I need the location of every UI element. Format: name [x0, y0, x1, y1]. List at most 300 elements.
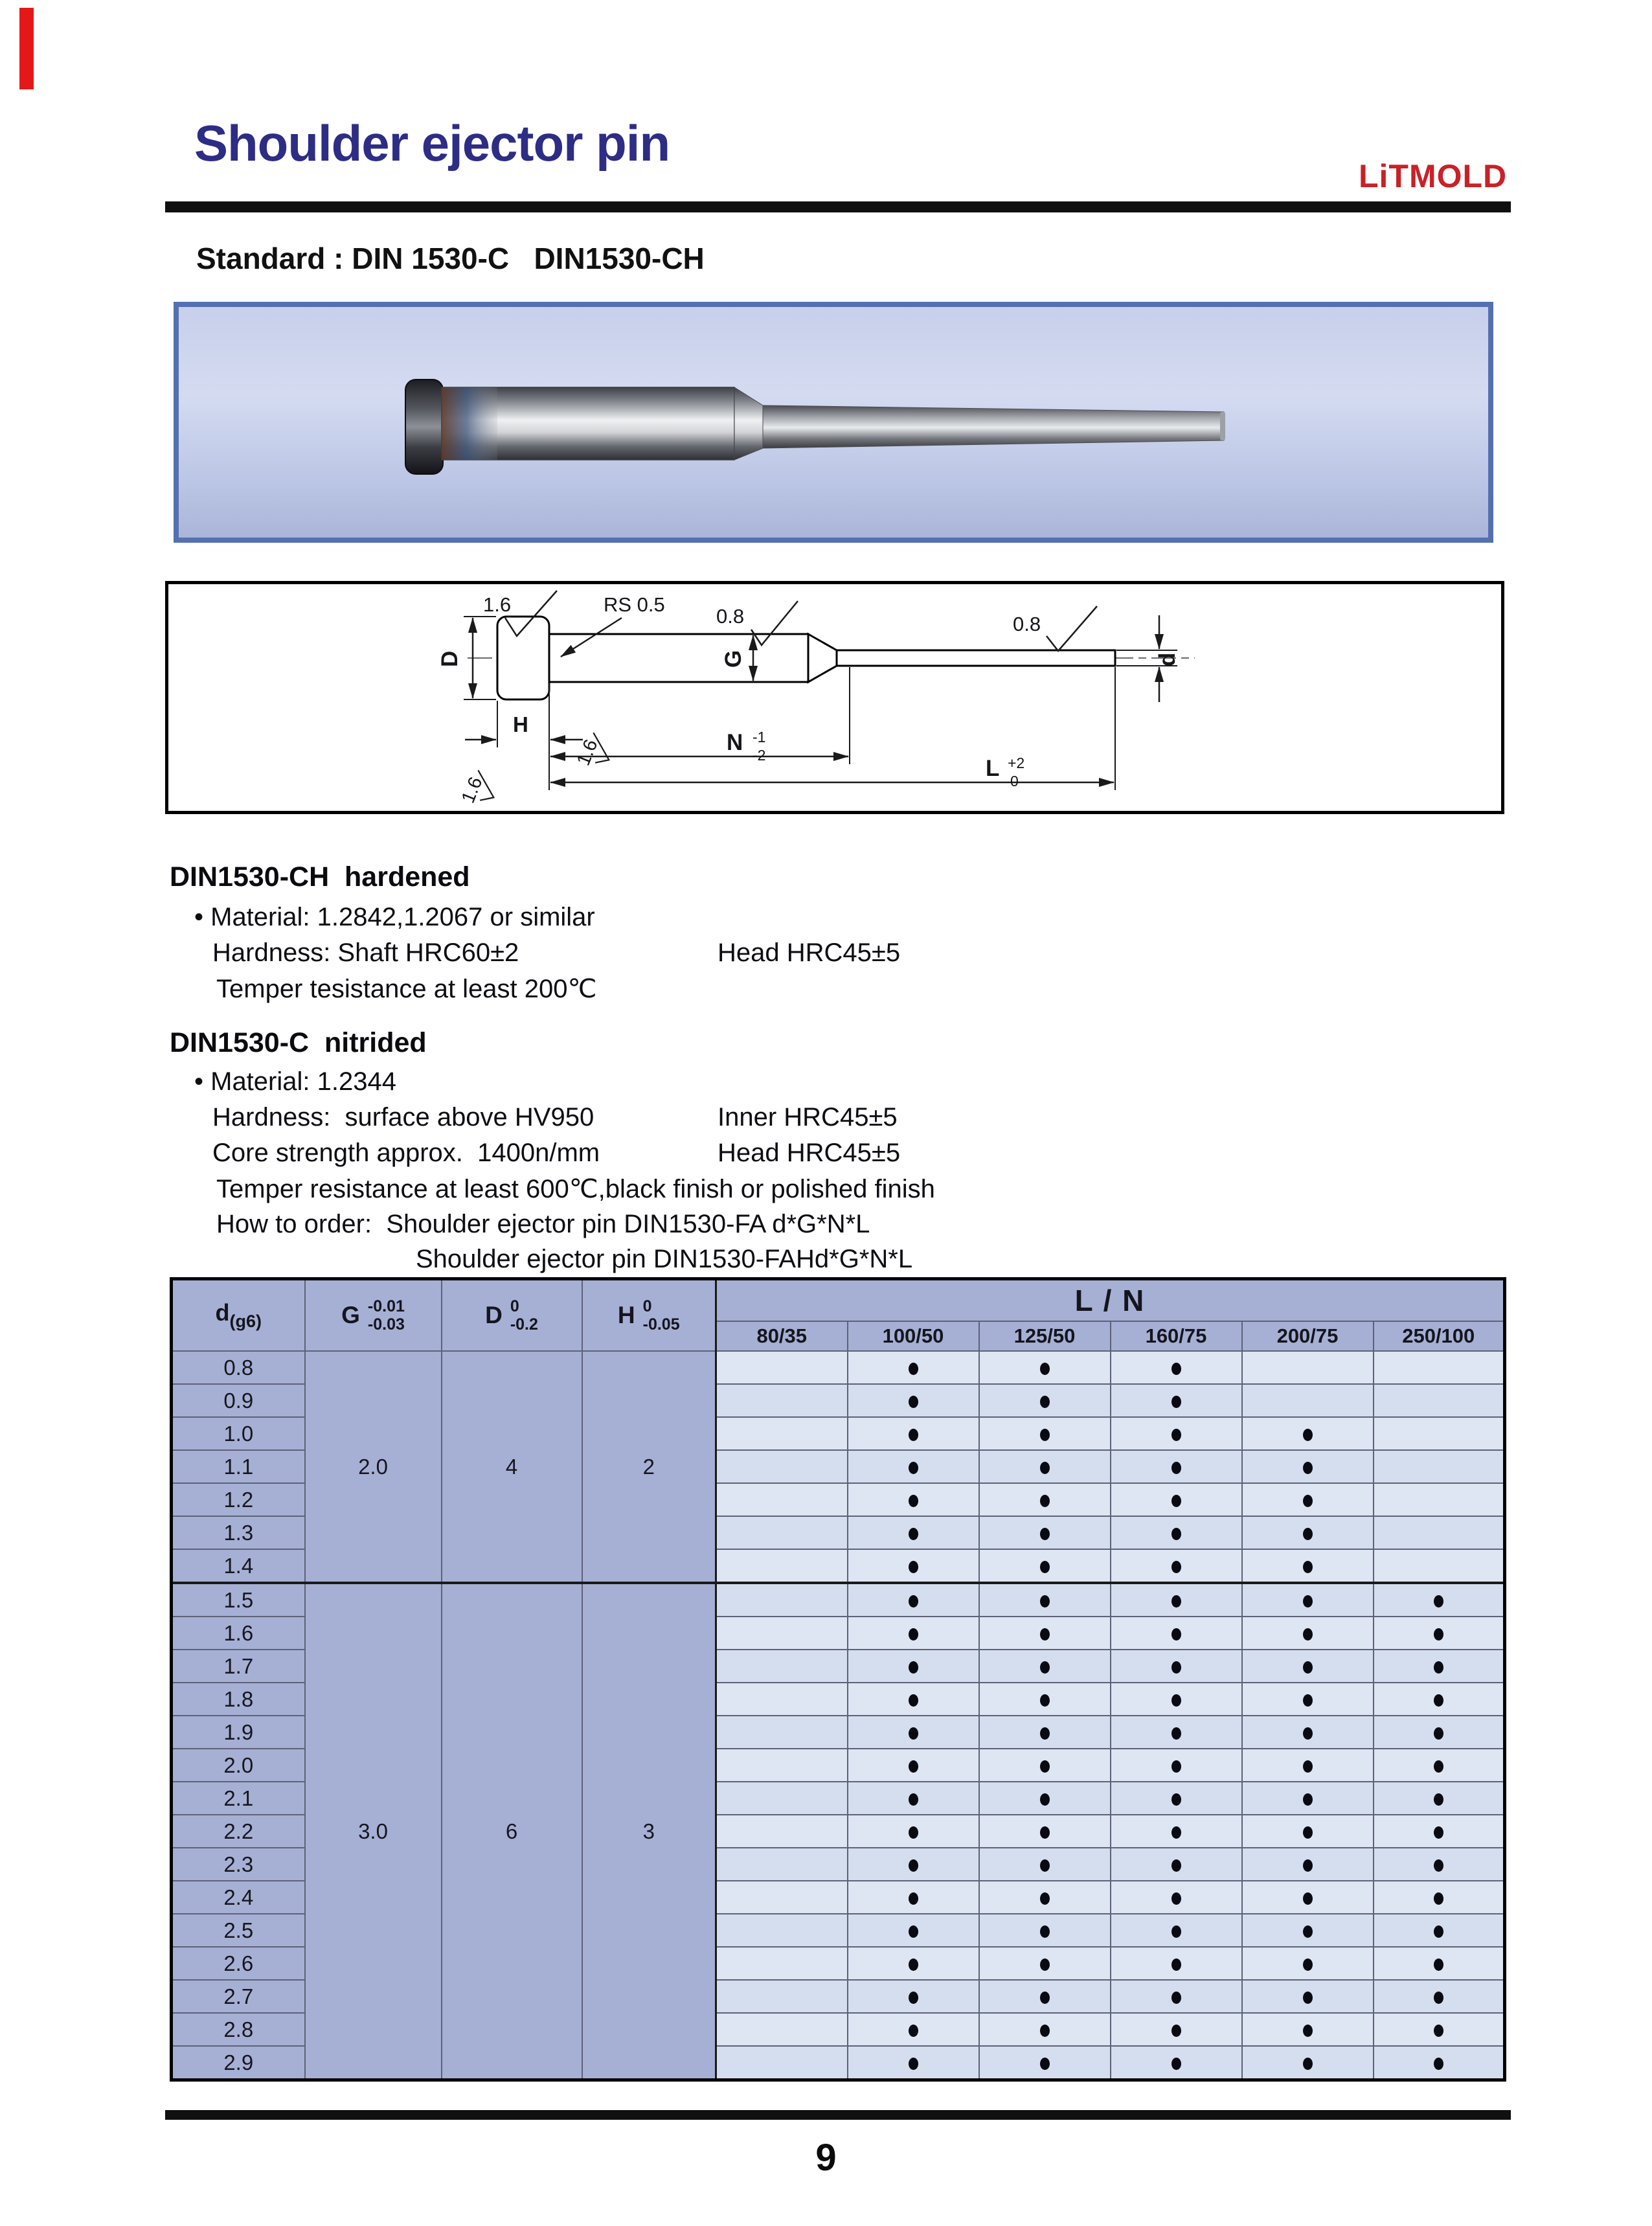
availability-cell [716, 1848, 848, 1881]
hardened-temper: Temper tesistance at least 200℃ [216, 975, 597, 1003]
nitrided-temper: Temper resistance at least 600℃,black finish or polished finish [216, 1175, 935, 1203]
d-value-cell: 1.8 [172, 1683, 305, 1716]
size-col-100-50: 100/50 [848, 1321, 979, 1351]
availability-dot [1040, 1959, 1050, 1971]
availability-cell [848, 1516, 979, 1549]
availability-dot [1171, 2025, 1181, 2037]
availability-dot [1171, 1793, 1181, 1806]
availability-cell [848, 1583, 979, 1617]
availability-cell [1242, 2013, 1374, 2046]
H-value-cell: 3 [582, 1583, 716, 2080]
availability-dot [909, 1694, 918, 1707]
availability-dot [909, 2025, 918, 2037]
availability-cell [1111, 1650, 1242, 1683]
availability-cell [1242, 1881, 1374, 1914]
availability-cell [1242, 1980, 1374, 2013]
availability-dot [909, 1727, 918, 1740]
availability-cell [1111, 1583, 1242, 1617]
availability-dot [1171, 1561, 1181, 1573]
d-value-cell: 1.9 [172, 1716, 305, 1749]
availability-dot [1171, 1992, 1181, 2004]
availability-cell [979, 1749, 1111, 1782]
section-heading-hardened: DIN1530-CH hardened [170, 861, 470, 892]
availability-cell [979, 1815, 1111, 1848]
availability-dot [1040, 1462, 1050, 1474]
availability-dot [909, 1561, 918, 1573]
availability-cell [1374, 1749, 1505, 1782]
finish-h-symbol [573, 729, 617, 773]
availability-cell [848, 1549, 979, 1583]
availability-dot [1303, 2058, 1313, 2070]
availability-cell [1374, 1516, 1505, 1549]
availability-cell [1242, 2046, 1374, 2080]
availability-dot [1434, 2025, 1443, 2037]
dim-H-label: H [513, 712, 528, 736]
availability-dot [909, 1495, 918, 1507]
availability-cell [979, 1617, 1111, 1650]
nitrided-hardness-inner: Inner HRC45±5 [718, 1103, 898, 1131]
availability-dot [1171, 1727, 1181, 1740]
availability-cell [1374, 1650, 1505, 1683]
availability-cell [1374, 1848, 1505, 1881]
H-value-cell: 2 [582, 1351, 716, 1583]
col-header-d: $d_{(g6)}$ [172, 1279, 305, 1352]
availability-dot [1171, 1925, 1181, 1938]
availability-dot [1171, 1628, 1181, 1641]
availability-cell [716, 1417, 848, 1450]
availability-dot [1303, 1429, 1313, 1441]
availability-dot [1303, 1628, 1313, 1641]
how-to-order-2: Shoulder ejector pin DIN1530-FAHd*G*N*L [416, 1245, 913, 1273]
availability-cell [979, 1683, 1111, 1716]
d-value-cell: 2.6 [172, 1947, 305, 1980]
d-value-cell: 2.4 [172, 1881, 305, 1914]
availability-cell [1242, 1384, 1374, 1417]
availability-dot [1434, 1793, 1443, 1806]
section-heading-nitrided: DIN1530-C nitrided [170, 1027, 427, 1058]
availability-dot [909, 1628, 918, 1641]
availability-cell [848, 1947, 979, 1980]
availability-cell [716, 1450, 848, 1483]
nitrided-hardness-surface: Hardness: surface above HV950 [212, 1103, 594, 1131]
availability-cell [1242, 1450, 1374, 1483]
availability-cell [716, 1947, 848, 1980]
availability-dot [1040, 1561, 1050, 1573]
availability-cell [1242, 1583, 1374, 1617]
availability-dot [1171, 1760, 1181, 1773]
availability-cell [1111, 1782, 1242, 1815]
availability-cell [1242, 1947, 1374, 1980]
availability-cell [1111, 1749, 1242, 1782]
d-value-cell: 1.3 [172, 1516, 305, 1549]
availability-cell [979, 1384, 1111, 1417]
availability-cell [979, 1980, 1111, 2013]
D-value-cell: 4 [442, 1351, 582, 1583]
availability-cell [848, 1384, 979, 1417]
availability-cell [848, 1417, 979, 1450]
availability-cell [1242, 1683, 1374, 1716]
availability-dot [909, 1992, 918, 2004]
availability-cell [1111, 1617, 1242, 1650]
availability-dot [1171, 1826, 1181, 1839]
d-value-cell: 0.8 [172, 1351, 305, 1384]
availability-dot [1434, 2058, 1443, 2070]
d-value-cell: 1.4 [172, 1549, 305, 1583]
availability-dot [1040, 2025, 1050, 2037]
availability-dot [909, 1363, 918, 1375]
hardened-material: • Material: 1.2842,1.2067 or similar [194, 903, 595, 931]
footer-rule [165, 2110, 1511, 2120]
availability-cell [1242, 1650, 1374, 1683]
availability-cell [1242, 1749, 1374, 1782]
availability-cell [848, 1881, 979, 1914]
availability-cell [979, 1549, 1111, 1583]
availability-dot [1171, 1495, 1181, 1507]
availability-dot [1434, 1925, 1443, 1938]
availability-cell [979, 1782, 1111, 1815]
availability-dot [909, 1396, 918, 1408]
availability-cell [1374, 1716, 1505, 1749]
dim-d-label: d [1155, 652, 1180, 666]
availability-cell [1111, 1947, 1242, 1980]
availability-dot [1303, 1595, 1313, 1607]
availability-cell [979, 1483, 1111, 1516]
availability-dot [1303, 1892, 1313, 1905]
availability-cell [1111, 1848, 1242, 1881]
availability-cell [848, 1848, 979, 1881]
d-value-cell: 2.8 [172, 2013, 305, 2046]
availability-dot [1171, 1859, 1181, 1872]
availability-dot [1303, 2025, 1313, 2037]
availability-dot [1303, 1959, 1313, 1971]
availability-cell [1374, 1914, 1505, 1947]
G-value-cell: 3.0 [305, 1583, 442, 2080]
brand-logo: LiTMOLD [1359, 158, 1508, 194]
availability-dot [1040, 1760, 1050, 1773]
availability-dot [1040, 1694, 1050, 1707]
availability-cell [848, 1450, 979, 1483]
availability-cell [1374, 1384, 1505, 1417]
availability-cell [1374, 1980, 1505, 2013]
availability-cell [1374, 1549, 1505, 1583]
availability-dot [1171, 1595, 1181, 1607]
d-value-cell: 2.2 [172, 1815, 305, 1848]
dimension-drawing [168, 584, 1501, 811]
G-value-cell: 2.0 [305, 1351, 442, 1583]
availability-cell [979, 1881, 1111, 1914]
standard-line: Standard : DIN 1530-C DIN1530-CH [196, 242, 705, 275]
availability-cell [1374, 1450, 1505, 1483]
availability-cell [1374, 2046, 1505, 2080]
availability-cell [716, 1483, 848, 1516]
availability-dot [1171, 1363, 1181, 1375]
availability-dot [909, 1760, 918, 1773]
availability-cell [979, 1650, 1111, 1683]
dim-N-label: N [727, 730, 743, 755]
size-col-80-35: 80/35 [716, 1321, 848, 1351]
d-value-cell: 2.0 [172, 1749, 305, 1782]
availability-cell [979, 2013, 1111, 2046]
availability-cell [1111, 2013, 1242, 2046]
d-value-cell: 1.0 [172, 1417, 305, 1450]
availability-cell [1374, 1417, 1505, 1450]
availability-cell [716, 1980, 848, 2013]
availability-dot [1303, 1992, 1313, 2004]
availability-cell [1111, 1881, 1242, 1914]
availability-cell [1111, 2046, 1242, 2080]
finish-l-symbol [458, 767, 501, 810]
availability-cell [848, 1617, 979, 1650]
size-col-160-75: 160/75 [1111, 1321, 1242, 1351]
availability-cell [716, 1617, 848, 1650]
availability-cell [1111, 1483, 1242, 1516]
availability-cell [1374, 1483, 1505, 1516]
rs-label: RS 0.5 [604, 593, 665, 616]
availability-cell [1111, 1980, 1242, 2013]
availability-cell [716, 1914, 848, 1947]
col-header-H: H 0 -0.05 [582, 1279, 716, 1352]
availability-dot [1171, 2058, 1181, 2070]
availability-cell [716, 1516, 848, 1549]
availability-cell [848, 1815, 979, 1848]
availability-cell [1242, 1782, 1374, 1815]
L-tol-bottom: 0 [1010, 773, 1019, 789]
availability-cell [716, 1749, 848, 1782]
availability-cell [716, 1351, 848, 1384]
d-value-cell: 2.7 [172, 1980, 305, 2013]
nitrided-core-strength: Core strength approx. 1400n/mm [212, 1139, 600, 1167]
col-header-G: G -0.01 -0.03 [305, 1279, 442, 1352]
col-group-LN: L / N [716, 1279, 1505, 1322]
availability-cell [716, 1716, 848, 1749]
availability-dot [1434, 1760, 1443, 1773]
availability-dot [1040, 1727, 1050, 1740]
availability-dot [1434, 1694, 1443, 1707]
availability-cell [1374, 1881, 1505, 1914]
availability-cell [979, 1848, 1111, 1881]
availability-cell [1242, 1351, 1374, 1384]
page-number: 9 [815, 2137, 837, 2179]
availability-dot [1040, 1429, 1050, 1441]
availability-cell [716, 2013, 848, 2046]
D-value-cell: 6 [442, 1583, 582, 2080]
availability-cell [1242, 1549, 1374, 1583]
availability-cell [1242, 1716, 1374, 1749]
pin-photo-shapes [405, 380, 1225, 474]
table-row [172, 1583, 1505, 1617]
availability-dot [1434, 1859, 1443, 1872]
availability-cell [716, 1815, 848, 1848]
technical-drawing [165, 581, 1504, 814]
availability-dot [1303, 1694, 1313, 1707]
dim-D-label: D [437, 650, 462, 667]
availability-cell [1111, 1716, 1242, 1749]
d-value-cell: 2.1 [172, 1782, 305, 1815]
availability-dot [1040, 1628, 1050, 1641]
hardened-hardness-head: Head HRC45±5 [718, 938, 901, 967]
d-value-cell: 1.2 [172, 1483, 305, 1516]
availability-cell [848, 2046, 979, 2080]
availability-dot [1434, 1661, 1443, 1674]
availability-cell [979, 1947, 1111, 1980]
availability-dot [1171, 1429, 1181, 1441]
availability-cell [1374, 1617, 1505, 1650]
availability-dot [1303, 1826, 1313, 1839]
svg-text:1.6: 1.6 [457, 774, 487, 806]
availability-dot [1171, 1661, 1181, 1674]
availability-cell [1111, 1914, 1242, 1947]
availability-cell [1242, 1815, 1374, 1848]
availability-dot [1434, 1959, 1443, 1971]
finish-top-label: 1.6 [483, 593, 512, 616]
availability-dot [909, 1793, 918, 1806]
availability-cell [979, 1417, 1111, 1450]
availability-cell [716, 1384, 848, 1417]
availability-dot [1303, 1661, 1313, 1674]
scan-artifact-bar [19, 8, 34, 89]
availability-cell [979, 1583, 1111, 1617]
availability-dot [1303, 1793, 1313, 1806]
availability-dot [1040, 1892, 1050, 1905]
header-rule [165, 201, 1511, 212]
availability-cell [1374, 1815, 1505, 1848]
availability-dot [1040, 1661, 1050, 1674]
availability-cell [848, 2013, 979, 2046]
availability-cell [848, 1980, 979, 2013]
availability-dot [1434, 1595, 1443, 1607]
availability-cell [848, 1782, 979, 1815]
availability-cell [1374, 1683, 1505, 1716]
availability-dot [1040, 2058, 1050, 2070]
availability-cell [1374, 1947, 1505, 1980]
availability-cell [716, 1881, 848, 1914]
ejector-pin-photo [179, 307, 1488, 538]
availability-dot [909, 2058, 918, 2070]
availability-dot [1434, 1628, 1443, 1641]
availability-dot [1171, 1892, 1181, 1905]
availability-dot [1171, 1694, 1181, 1707]
how-to-order-1: How to order: Shoulder ejector pin DIN1530-FA d*G*N*L [216, 1210, 870, 1238]
size-table [170, 1277, 1506, 2082]
table-row [172, 1351, 1505, 1384]
availability-cell [1242, 1914, 1374, 1947]
availability-dot [1040, 1495, 1050, 1507]
availability-cell [979, 1914, 1111, 1947]
availability-dot [1434, 1826, 1443, 1839]
N-tol-bottom: -2 [752, 747, 766, 764]
availability-dot [909, 1661, 918, 1674]
size-col-125-50: 125/50 [979, 1321, 1111, 1351]
d-value-cell: 1.6 [172, 1617, 305, 1650]
availability-dot [909, 1462, 918, 1474]
d-value-cell: 2.3 [172, 1848, 305, 1881]
d-value-cell: 2.9 [172, 2046, 305, 2080]
finish-shoulder-label: 0.8 [716, 605, 745, 628]
availability-cell [1242, 1417, 1374, 1450]
availability-cell [1374, 2013, 1505, 2046]
availability-dot [1303, 1925, 1313, 1938]
availability-cell [1111, 1351, 1242, 1384]
finish-shaft-label: 0.8 [1013, 613, 1041, 635]
availability-dot [1040, 1793, 1050, 1806]
availability-dot [909, 1925, 918, 1938]
size-col-250-100: 250/100 [1374, 1321, 1505, 1351]
availability-dot [1303, 1495, 1313, 1507]
L-tol-top: +2 [1008, 755, 1025, 771]
availability-cell [979, 2046, 1111, 2080]
availability-cell [1111, 1417, 1242, 1450]
availability-cell [979, 1450, 1111, 1483]
availability-dot [1040, 1826, 1050, 1839]
availability-cell [848, 1650, 979, 1683]
availability-dot [909, 1528, 918, 1540]
svg-text:1.6: 1.6 [572, 736, 602, 769]
availability-cell [979, 1516, 1111, 1549]
availability-dot [1303, 1760, 1313, 1773]
availability-dot [909, 1429, 918, 1441]
availability-dot [1434, 1992, 1443, 2004]
table-body [172, 1351, 1505, 2080]
availability-dot [1171, 1396, 1181, 1408]
availability-dot [909, 1595, 918, 1607]
availability-dot [1040, 1859, 1050, 1872]
dim-L-label: L [986, 756, 1000, 781]
availability-dot [1171, 1462, 1181, 1474]
availability-dot [909, 1826, 918, 1839]
availability-cell [848, 1683, 979, 1716]
availability-dot [1040, 1396, 1050, 1408]
availability-cell [1242, 1483, 1374, 1516]
availability-dot [1171, 1528, 1181, 1540]
availability-cell [716, 1549, 848, 1583]
availability-cell [848, 1716, 979, 1749]
availability-cell [979, 1716, 1111, 1749]
availability-dot [1303, 1462, 1313, 1474]
d-value-cell: 1.7 [172, 1650, 305, 1683]
nitrided-material: • Material: 1.2344 [194, 1067, 396, 1096]
availability-cell [1242, 1516, 1374, 1549]
d-value-cell: 1.5 [172, 1583, 305, 1617]
availability-dot [1040, 1363, 1050, 1375]
availability-cell [1111, 1384, 1242, 1417]
availability-dot [1303, 1727, 1313, 1740]
availability-dot [909, 1892, 918, 1905]
nitrided-hardness-head: Head HRC45±5 [718, 1139, 901, 1167]
availability-cell [716, 1782, 848, 1815]
dim-G-label: G [721, 650, 746, 668]
availability-dot [1040, 1595, 1050, 1607]
availability-dot [1040, 1925, 1050, 1938]
availability-cell [1111, 1815, 1242, 1848]
availability-cell [1242, 1617, 1374, 1650]
availability-cell [1111, 1683, 1242, 1716]
d-value-cell: 0.9 [172, 1384, 305, 1417]
d-value-cell: 1.1 [172, 1450, 305, 1483]
availability-cell [716, 2046, 848, 2080]
availability-dot [1303, 1528, 1313, 1540]
availability-cell [848, 1351, 979, 1384]
availability-dot [1040, 1992, 1050, 2004]
availability-cell [1374, 1583, 1505, 1617]
d-value-cell: 2.5 [172, 1914, 305, 1947]
availability-dot [1434, 1892, 1443, 1905]
availability-cell [716, 1583, 848, 1617]
availability-cell [1374, 1782, 1505, 1815]
availability-cell [848, 1749, 979, 1782]
availability-cell [848, 1483, 979, 1516]
availability-cell [848, 1914, 979, 1947]
availability-cell [979, 1351, 1111, 1384]
